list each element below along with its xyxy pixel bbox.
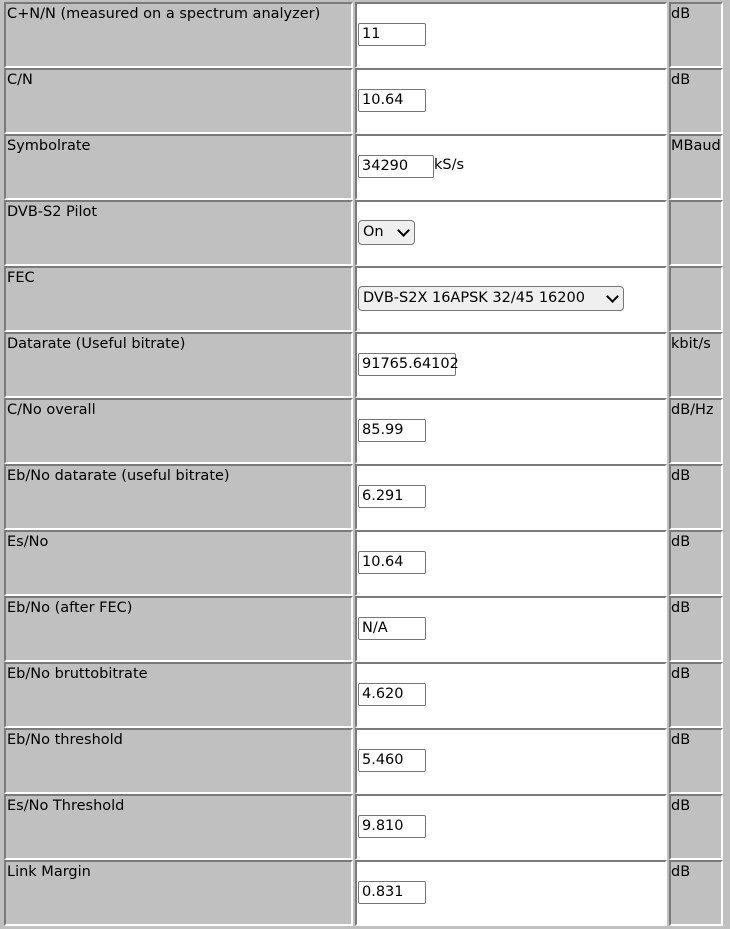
row-label: Eb/No bruttobitrate bbox=[7, 666, 148, 682]
row-unit: dB bbox=[671, 600, 691, 616]
row-label: Symbolrate bbox=[7, 138, 91, 154]
row-unit: dB bbox=[671, 798, 691, 814]
ebno-threshold-input[interactable]: 5.460 bbox=[358, 749, 426, 772]
ebno-datarate-input[interactable]: 6.291 bbox=[358, 485, 426, 508]
esno-threshold-input[interactable]: 9.810 bbox=[358, 815, 426, 838]
ebno-after-fec-input[interactable]: N/A bbox=[358, 617, 426, 640]
row-label: Eb/No datarate (useful bitrate) bbox=[7, 468, 230, 484]
row-cn-measured bbox=[0, 2, 730, 68]
row-cn bbox=[0, 68, 730, 134]
fec-select-value: DVB-S2X 16APSK 32/45 16200 bbox=[363, 290, 585, 306]
row-ebno-brutto bbox=[0, 662, 730, 728]
row-label: Link Margin bbox=[7, 864, 91, 880]
esno-input[interactable]: 10.64 bbox=[358, 551, 426, 574]
row-label: Eb/No threshold bbox=[7, 732, 123, 748]
row-pilot bbox=[0, 200, 730, 266]
row-ebno-threshold bbox=[0, 728, 730, 794]
row-esno-threshold bbox=[0, 794, 730, 860]
row-symbolrate bbox=[0, 134, 730, 200]
symbolrate-input[interactable]: 34290 bbox=[358, 155, 434, 178]
link-margin-input[interactable]: 0.831 bbox=[358, 881, 426, 904]
row-label: C+N/N (measured on a spectrum analyzer) bbox=[7, 6, 321, 22]
row-unit: dB bbox=[671, 732, 691, 748]
row-unit: dB bbox=[671, 6, 691, 22]
row-cno-overall bbox=[0, 398, 730, 464]
row-link-margin bbox=[0, 860, 730, 926]
row-ebno-datarate bbox=[0, 464, 730, 530]
pilot-select[interactable] bbox=[358, 220, 415, 245]
row-unit: kbit/s bbox=[671, 336, 711, 352]
row-unit: dB bbox=[671, 864, 691, 880]
row-unit: dB bbox=[671, 666, 691, 682]
row-unit: dB bbox=[671, 534, 691, 550]
row-fec bbox=[0, 266, 730, 332]
symbolrate-suffix: kS/s bbox=[434, 157, 465, 173]
chevron-down-icon bbox=[606, 290, 619, 303]
datarate-input[interactable]: 91765.64102 bbox=[358, 353, 456, 376]
row-unit: dB bbox=[671, 72, 691, 88]
row-unit: dB/Hz bbox=[671, 402, 714, 418]
pilot-select-value: On bbox=[363, 224, 384, 240]
cn-input[interactable]: 10.64 bbox=[358, 89, 426, 112]
cn-measured-input[interactable]: 11 bbox=[358, 23, 426, 46]
row-label: C/N bbox=[7, 72, 33, 88]
fec-select[interactable] bbox=[358, 286, 624, 311]
chevron-down-icon bbox=[397, 224, 410, 237]
row-unit: dB bbox=[671, 468, 691, 484]
row-ebno-after-fec bbox=[0, 596, 730, 662]
row-unit: MBaud bbox=[671, 138, 721, 154]
row-label: FEC bbox=[7, 270, 35, 286]
row-label: DVB-S2 Pilot bbox=[7, 204, 98, 220]
cno-overall-input[interactable]: 85.99 bbox=[358, 419, 426, 442]
row-label: Es/No bbox=[7, 534, 49, 550]
row-label: Es/No Threshold bbox=[7, 798, 125, 814]
row-label: C/No overall bbox=[7, 402, 96, 418]
row-label: Datarate (Useful bitrate) bbox=[7, 336, 186, 352]
ebno-brutto-input[interactable]: 4.620 bbox=[358, 683, 426, 706]
row-label: Eb/No (after FEC) bbox=[7, 600, 133, 616]
row-datarate bbox=[0, 332, 730, 398]
row-esno bbox=[0, 530, 730, 596]
